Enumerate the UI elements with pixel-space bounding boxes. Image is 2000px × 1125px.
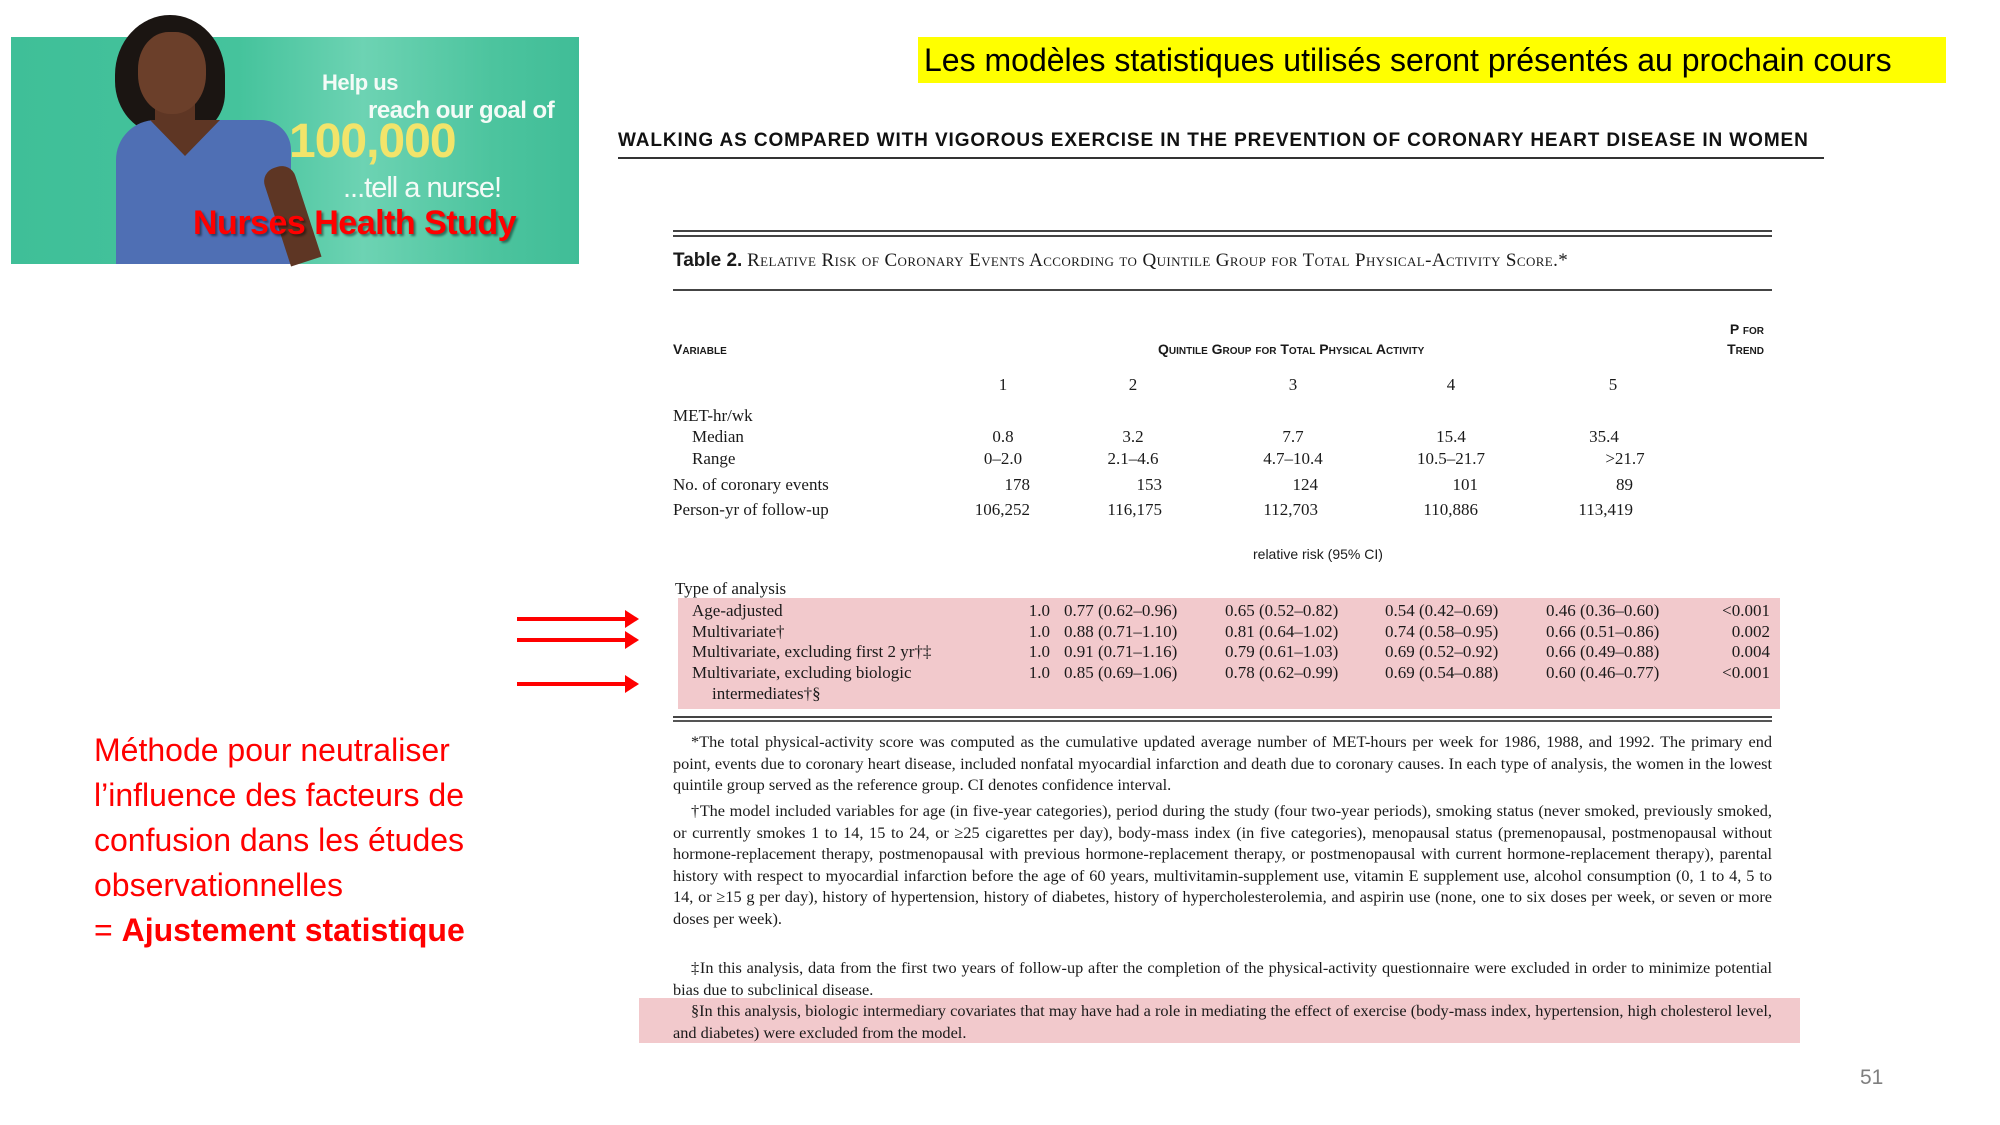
multivariate-q1: 1.0	[1028, 622, 1050, 641]
header-quintile-group: Quintile Group for Total Physical Activity	[1158, 341, 1425, 357]
table-top-rule	[673, 230, 1772, 232]
multivariate-q3: 0.81 (0.64–1.02)	[1225, 622, 1339, 641]
row-label-person-years: Person-yr of follow-up	[673, 500, 829, 519]
table-bottom-rule	[673, 716, 1772, 718]
row-label-multivariate: Multivariate†	[692, 622, 785, 641]
row-label-range: Range	[692, 449, 736, 468]
annotation-conclusion: Ajustement statistique	[121, 912, 465, 948]
header-p-trend-1: P for	[1729, 321, 1764, 337]
multivariate-q4: 0.74 (0.58–0.95)	[1385, 622, 1499, 641]
header-p-trend-2: Trend	[1727, 341, 1764, 357]
confounding-annotation	[94, 728, 614, 953]
excl-biologic-p: <0.001	[1722, 663, 1770, 682]
heading-underline	[618, 157, 1824, 159]
range-q3: 4.7–10.4	[1263, 449, 1323, 468]
annotation-line-4: observationnelles	[94, 867, 344, 903]
table-label: Table 2.	[673, 250, 743, 271]
events-q4: 101	[1452, 475, 1478, 494]
arrow-right-icon	[517, 638, 627, 642]
footnote-double-dagger-text: ‡In this analysis, data from the first two years of follow-up after the completion of the physical-activity questionnaire were excluded in order to minimize potential bias due to subclinical disease.	[673, 958, 1772, 999]
banner-help-text: Help us	[322, 70, 398, 95]
events-q5: 89	[1616, 475, 1633, 494]
median-q4: 15.4	[1436, 427, 1466, 446]
annotation-equals: =	[94, 912, 122, 948]
analysis-section-label: Type of analysis	[675, 579, 787, 598]
age-adjusted-q1: 1.0	[1028, 601, 1050, 620]
excl-biologic-q4: 0.69 (0.54–0.88)	[1385, 663, 1499, 682]
range-q1: 0–2.0	[983, 449, 1023, 468]
median-q3: 7.7	[1282, 427, 1304, 446]
excl-2yr-q2: 0.91 (0.71–1.16)	[1064, 642, 1178, 661]
excl-2yr-q1: 1.0	[1028, 642, 1050, 661]
person-years-q4: 110,886	[1423, 500, 1478, 519]
age-adjusted-q5: 0.46 (0.36–0.60)	[1546, 601, 1660, 620]
row-label-excl-2yr: Multivariate, excluding first 2 yr†‡	[692, 642, 932, 661]
age-adjusted-q3: 0.65 (0.52–0.82)	[1225, 601, 1339, 620]
nurse-photo-scrubs	[116, 120, 291, 264]
row-label-median: Median	[692, 427, 744, 446]
banner-goal-text: reach our goal of	[368, 97, 555, 124]
person-years-q3: 112,703	[1263, 500, 1318, 519]
excl-biologic-q1: 1.0	[1028, 663, 1050, 682]
banner-goal-number: 100,000	[289, 115, 456, 168]
annotation-conclusion-line	[94, 908, 614, 953]
table-title	[673, 250, 1568, 272]
age-adjusted-q2: 0.77 (0.62–0.96)	[1064, 601, 1178, 620]
range-q2: 2.1–4.6	[1107, 449, 1159, 468]
row-label-excl-biologic: Multivariate, excluding biologic	[692, 663, 912, 682]
title-rule	[673, 289, 1772, 291]
annotation-line-2: l’influence des facteurs de	[94, 777, 464, 813]
multivariate-p: 0.002	[1731, 622, 1770, 641]
annotation-line-1: Méthode pour neutraliser	[94, 732, 450, 768]
table-bottom-rule-2	[673, 720, 1772, 722]
header-variable: Variable	[673, 341, 727, 357]
median-q1: 0.8	[992, 427, 1014, 446]
quintile-header-2: 2	[1128, 375, 1138, 394]
person-years-q5: 113,419	[1578, 500, 1633, 519]
quintile-header-5: 5	[1608, 375, 1618, 394]
multivariate-q5: 0.66 (0.51–0.86)	[1546, 622, 1660, 641]
excl-biologic-q3: 0.78 (0.62–0.99)	[1225, 663, 1339, 682]
multivariate-q2: 0.88 (0.71–1.10)	[1064, 622, 1178, 641]
met-section-label: MET-hr/wk	[673, 406, 753, 425]
slide-page-number: 51	[1860, 1066, 1884, 1089]
person-years-q2: 116,175	[1107, 500, 1162, 519]
article-running-title: WALKING AS COMPARED WITH VIGOROUS EXERCISE IN THE PREVENTION OF CORONARY HEART DISEASE IN WOMEN	[618, 130, 1809, 151]
events-q1: 178	[1004, 475, 1030, 494]
range-q4: 10.5–21.7	[1417, 449, 1485, 468]
annotation-line-3: confusion dans les études	[94, 822, 465, 858]
median-q2: 3.2	[1122, 427, 1144, 446]
quintile-header-4: 4	[1446, 375, 1456, 394]
footnote-dagger-text: †The model included variables for age (in five-year categories), period during the study (four two-year periods), smoking status (never smoked, previously smoked, or currently smokes 1 to 14, 15 to 24, or ≥25 cigarettes per day), body-mass index (in five categories), menopausal status (premenopausal, postmenopausal without hormone-replacement therapy, postmenopausal with previous hormone-replacement therapy, or postmenopausal with current hormone-replacement therapy), parental history with respect to myocardial infarction before the age of 60 years, multivitamin-supplement use, vitamin E supplement use, alcohol consumption (0, 1 to 4, 5 to 14, or ≥15 g per day), history of hypertension, history of diabetes, history of hypercholesterolemia, and aspirin use (none, one to six doses per week, or seven or more doses per week).	[673, 801, 1772, 928]
excl-2yr-q4: 0.69 (0.52–0.92)	[1385, 642, 1499, 661]
age-adjusted-q4: 0.54 (0.42–0.69)	[1385, 601, 1499, 620]
excl-2yr-q5: 0.66 (0.49–0.88)	[1546, 642, 1660, 661]
highlighted-note: Les modèles statistiques utilisés seront présentés au prochain cours	[918, 37, 1946, 83]
excl-2yr-q3: 0.79 (0.61–1.03)	[1225, 642, 1339, 661]
relative-risk-label: relative risk (95% CI)	[1253, 546, 1383, 562]
events-q2: 153	[1136, 475, 1162, 494]
banner-tell-text: ...tell a nurse!	[343, 172, 502, 204]
row-label-events: No. of coronary events	[673, 475, 829, 494]
nurse-photo-face	[138, 32, 206, 114]
events-q3: 124	[1292, 475, 1318, 494]
table-top-rule-2	[673, 235, 1772, 237]
row-label-excl-biologic-cont: intermediates†§	[712, 684, 821, 703]
table-caption: Relative Risk of Coronary Events According to Quintile Group for Total Physical-Activity Score.*	[747, 250, 1569, 271]
footnote-section	[673, 1000, 1772, 1043]
footnote-section-text: §In this analysis, biologic intermediary covariates that may have had a role in mediating the effect of exercise (body-mass index, hypertension, high cholesterol level, and diabetes) were excluded from the model.	[673, 1001, 1772, 1042]
arrow-right-icon	[517, 682, 627, 686]
person-years-q1: 106,252	[974, 500, 1030, 519]
row-label-age-adjusted: Age-adjusted	[692, 601, 783, 620]
range-q5: >21.7	[1605, 449, 1645, 468]
quintile-header-1: 1	[998, 375, 1008, 394]
excl-biologic-q5: 0.60 (0.46–0.77)	[1546, 663, 1660, 682]
study-label: Nurses Health Study	[193, 204, 517, 242]
footnote-dagger	[673, 800, 1772, 929]
excl-biologic-q2: 0.85 (0.69–1.06)	[1064, 663, 1178, 682]
age-adjusted-p: <0.001	[1722, 601, 1770, 620]
footnote-asterisk	[673, 731, 1772, 796]
quintile-header-3: 3	[1288, 375, 1298, 394]
excl-2yr-p: 0.004	[1731, 642, 1770, 661]
footnote-asterisk-text: *The total physical-activity score was computed as the cumulative updated average number of MET-hours per week for 1986, 1988, and 1992. The primary end point, events due to coronary heart disease, included nonfatal myocardial infarction and death due to coronary causes. In each type of analysis, the women in the lowest quintile group served as the reference group. CI denotes confidence interval.	[673, 732, 1772, 794]
arrow-right-icon	[517, 617, 627, 621]
footnote-double-dagger	[673, 957, 1772, 1000]
median-q5: 35.4	[1589, 427, 1619, 446]
